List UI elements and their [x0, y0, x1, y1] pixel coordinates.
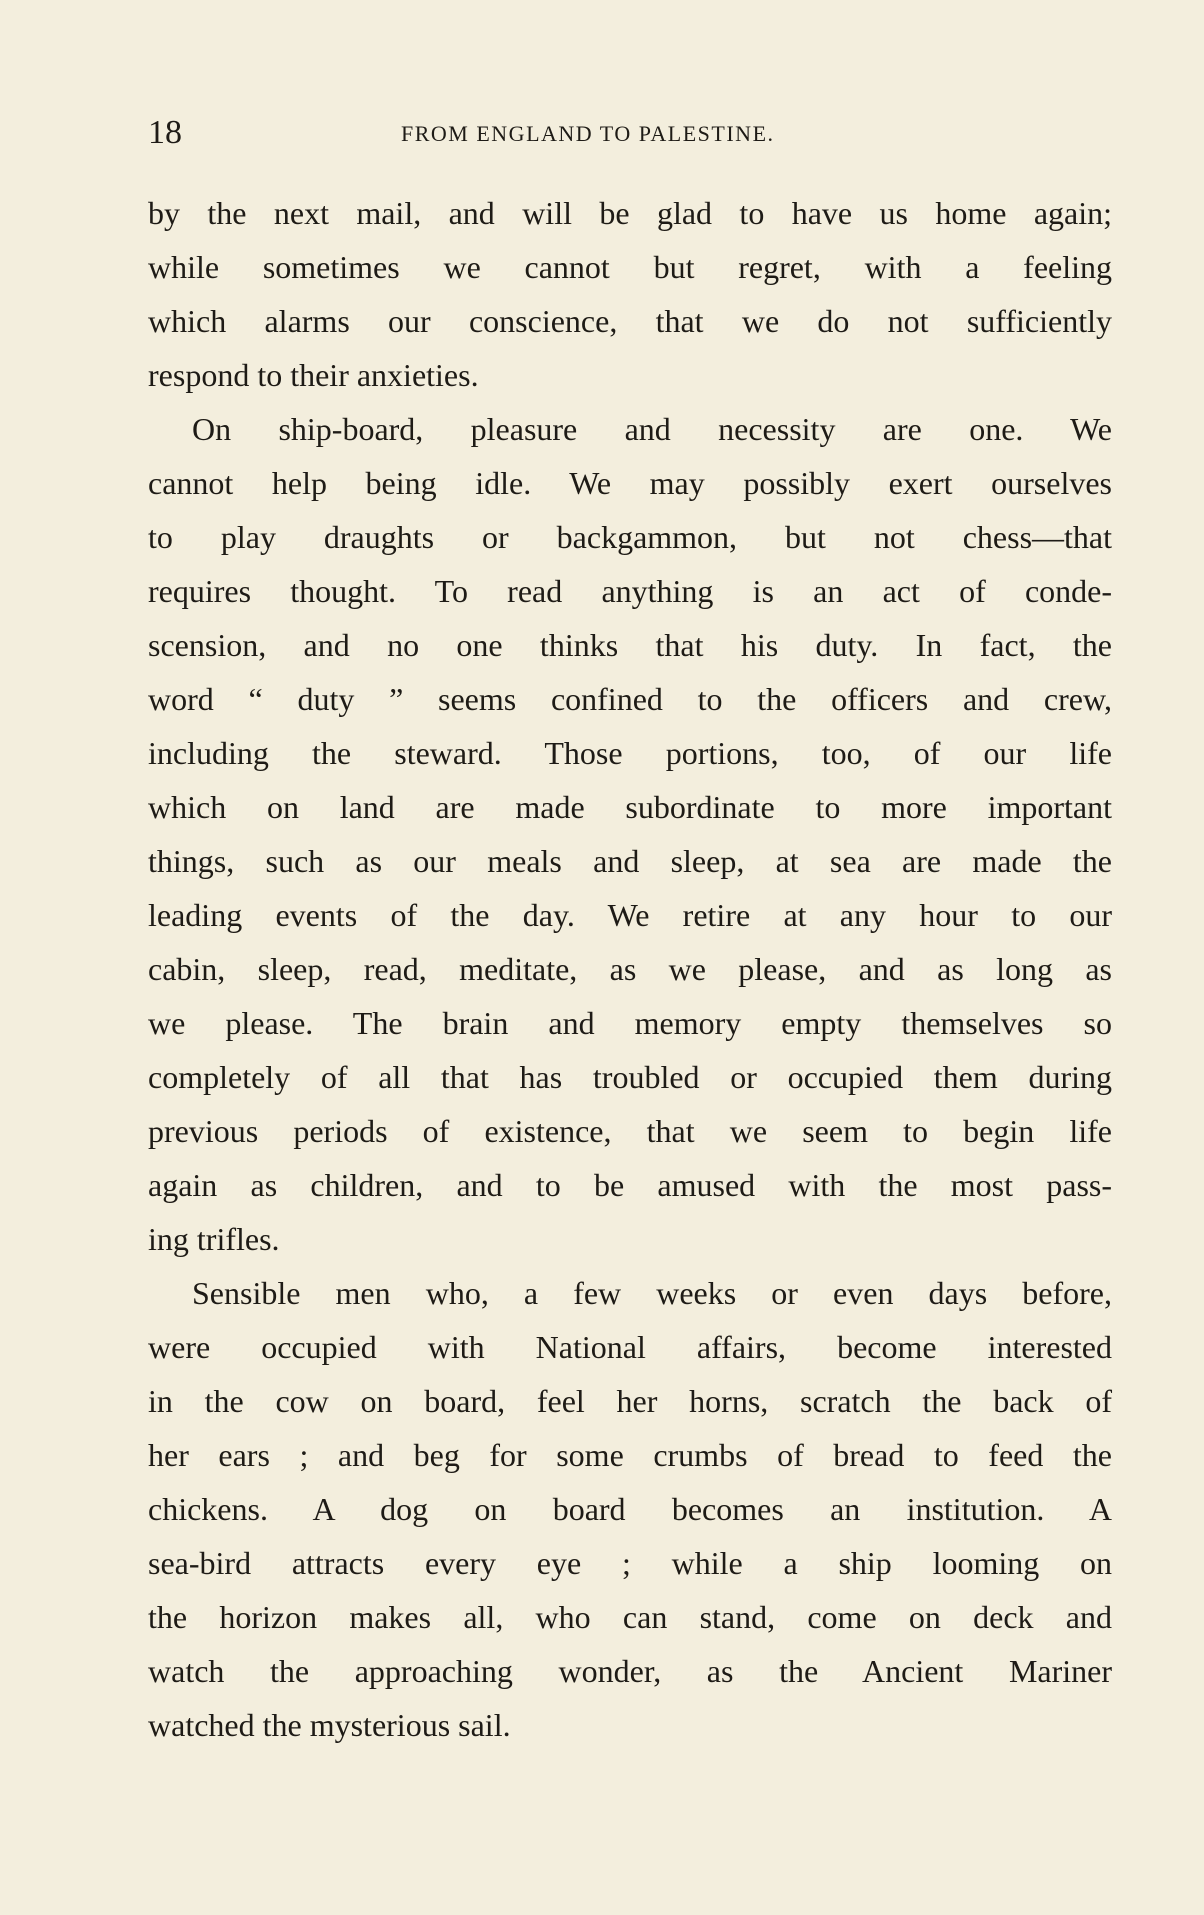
text-line: watched the mysterious sail. [148, 1707, 511, 1743]
text-line: again as children, and to be amused with the most pass- [148, 1167, 1112, 1203]
text-line: leading events of the day. We retire at any hour to our [148, 897, 1112, 933]
text-line: watch the approaching wonder, as the Ancient Mariner [148, 1653, 1112, 1689]
text-line: which alarms our conscience, that we do not sufficiently [148, 303, 1112, 339]
text-line: previous periods of existence, that we seem to begin life [148, 1113, 1112, 1149]
text-line: word “ duty ” seems confined to the officers and crew, [148, 681, 1112, 717]
text-line: in the cow on board, feel her horns, scratch the back of [148, 1383, 1112, 1419]
page-number: 18 [148, 114, 182, 151]
text-line: were occupied with National affairs, become interested [148, 1329, 1112, 1365]
text-line: to play draughts or backgammon, but not chess—that [148, 519, 1112, 555]
text-line: respond to their anxieties. [148, 357, 479, 393]
text-line: things, such as our meals and sleep, at sea are made the [148, 843, 1112, 879]
text-line: cannot help being idle. We may possibly exert ourselves [148, 465, 1112, 501]
text-line: completely of all that has troubled or occupied them during [148, 1059, 1112, 1095]
text-line: we please. The brain and memory empty themselves so [148, 1005, 1112, 1041]
text-line: while sometimes we cannot but regret, with a feeling [148, 249, 1112, 285]
text-line: requires thought. To read anything is an act of conde- [148, 573, 1112, 609]
text-line: including the steward. Those portions, too, of our life [148, 735, 1112, 771]
text-line: scension, and no one thinks that his duty. In fact, the [148, 627, 1112, 663]
text-line: cabin, sleep, read, meditate, as we please, and as long as [148, 951, 1112, 987]
text-line: ing trifles. [148, 1221, 280, 1257]
running-head [148, 113, 1112, 153]
text-line: her ears ; and beg for some crumbs of bread to feed the [148, 1437, 1112, 1473]
paragraph-start-line: On ship-board, pleasure and necessity are one. We [192, 411, 1112, 447]
text-line: sea-bird attracts every eye ; while a ship looming on [148, 1545, 1112, 1581]
running-title: FROM ENGLAND TO PALESTINE. [401, 121, 775, 146]
paragraph-start-line: Sensible men who, a few weeks or even days before, [192, 1275, 1112, 1311]
body-text [148, 186, 1112, 1752]
text-line: chickens. A dog on board becomes an institution. A [148, 1491, 1112, 1527]
text-line: by the next mail, and will be glad to have us home again; [148, 195, 1112, 231]
text-line: the horizon makes all, who can stand, come on deck and [148, 1599, 1112, 1635]
text-line: which on land are made subordinate to more important [148, 789, 1112, 825]
